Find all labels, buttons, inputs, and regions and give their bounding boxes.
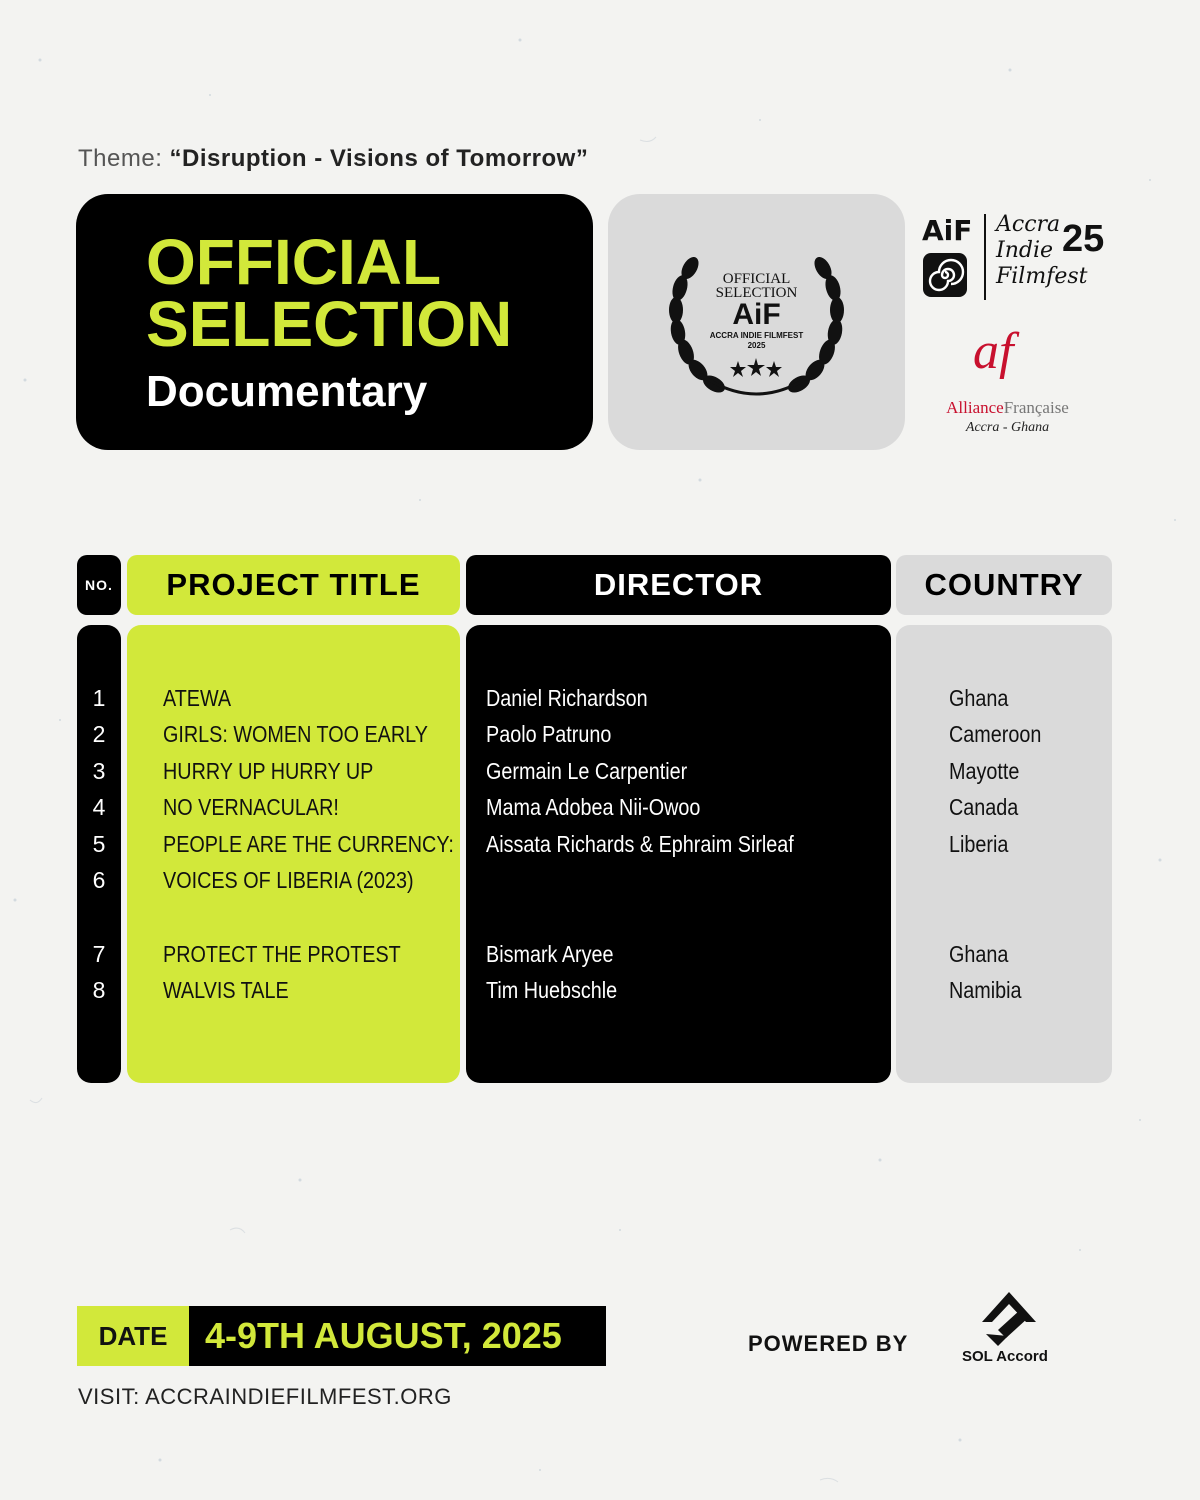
row-number: 4: [92, 794, 106, 820]
country-name: Ghana: [949, 941, 1009, 967]
date-label: DATE: [77, 1306, 189, 1366]
festival-name-line2: Indie: [996, 238, 1053, 263]
sol-accord-mark-icon: [978, 1290, 1040, 1348]
column-numbers: [77, 625, 121, 1083]
column-directors: [466, 625, 891, 1083]
director-name: Daniel Richardson: [486, 685, 648, 711]
laurel-line1: OFFICIAL: [722, 271, 791, 287]
project-title: NO VERNACULAR!: [163, 794, 339, 820]
header-country: COUNTRY: [896, 555, 1112, 615]
festival-name-line1: Accra: [996, 212, 1061, 237]
row-number: 5: [92, 831, 106, 857]
header-director: DIRECTOR: [466, 555, 891, 615]
director-name: Paolo Patruno: [486, 721, 612, 747]
director-name: Mama Adobea Nii-Owoo: [486, 794, 701, 820]
theme-label: Theme:: [78, 145, 163, 172]
row-number: 1: [92, 685, 106, 711]
laurel-year: 2025: [747, 341, 766, 350]
director-name: Tim Huebschle: [486, 977, 618, 1003]
official-selection-banner: [76, 194, 593, 450]
country-name: Ghana: [949, 685, 1009, 711]
country-name: Mayotte: [949, 758, 1020, 784]
header-number: NO.: [77, 555, 121, 615]
row-number: 2: [92, 721, 106, 747]
project-title: VOICES OF LIBERIA (2023): [163, 867, 414, 893]
banner-line-official: OFFICIAL: [146, 226, 442, 298]
project-title: PEOPLE ARE THE CURRENCY:: [163, 831, 454, 857]
row-number: 8: [92, 977, 106, 1003]
website-link[interactable]: VISIT: ACCRAINDIEFILMFEST.ORG: [78, 1384, 452, 1409]
alliance-name-part2: Française: [1003, 398, 1069, 417]
project-title: HURRY UP HURRY UP: [163, 758, 374, 784]
festival-name-line3: Filmfest: [996, 264, 1088, 289]
country-name: Cameroon: [949, 721, 1042, 747]
alliance-name-part1: Alliance: [946, 398, 1004, 417]
alliance-city: Accra - Ghana: [965, 420, 1050, 435]
theme-value: “Disruption - Visions of Tomorrow”: [169, 145, 589, 172]
laurel-badge-panel: [608, 194, 905, 450]
director-name: Germain Le Carpentier: [486, 758, 688, 784]
project-title: GIRLS: WOMEN TOO EARLY: [163, 721, 428, 747]
header-project-title: PROJECT TITLE: [127, 555, 460, 615]
laurel-festival: ACCRA INDIE FILMFEST: [709, 331, 804, 340]
project-title: ATEWA: [163, 685, 232, 711]
powered-by-label: POWERED BY: [748, 1331, 909, 1356]
project-title: WALVIS TALE: [163, 977, 289, 1003]
festival-logo: [918, 212, 1118, 304]
country-name: Canada: [949, 794, 1019, 820]
country-name: Liberia: [949, 831, 1009, 857]
banner-line-selection: SELECTION: [146, 288, 513, 360]
theme-line: [78, 145, 588, 173]
row-number: 6: [92, 867, 106, 893]
alliance-mark: af: [973, 323, 1014, 380]
project-title: PROTECT THE PROTEST: [163, 941, 401, 967]
row-number: 7: [92, 941, 106, 967]
festival-logo-mark: AiF: [922, 214, 973, 247]
director-name: Aissata Richards & Ephraim Sirleaf: [486, 831, 794, 857]
spiral-film-reel-icon: [922, 252, 968, 298]
row-number: 3: [92, 758, 106, 784]
alliance-francaise-logo: [925, 323, 1090, 440]
column-project-titles: [127, 625, 460, 1083]
sponsor-name: SOL Accord: [962, 1348, 1048, 1365]
laurel-line2: SELECTION: [715, 285, 798, 301]
country-name: Namibia: [949, 977, 1022, 1003]
festival-edition: 25: [1062, 218, 1105, 260]
laurel-mark: AiF: [732, 298, 781, 331]
column-countries: [896, 625, 1112, 1083]
banner-category: Documentary: [146, 367, 428, 416]
director-name: Bismark Aryee: [486, 941, 614, 967]
date-value: 4-9TH AUGUST, 2025: [189, 1306, 606, 1366]
